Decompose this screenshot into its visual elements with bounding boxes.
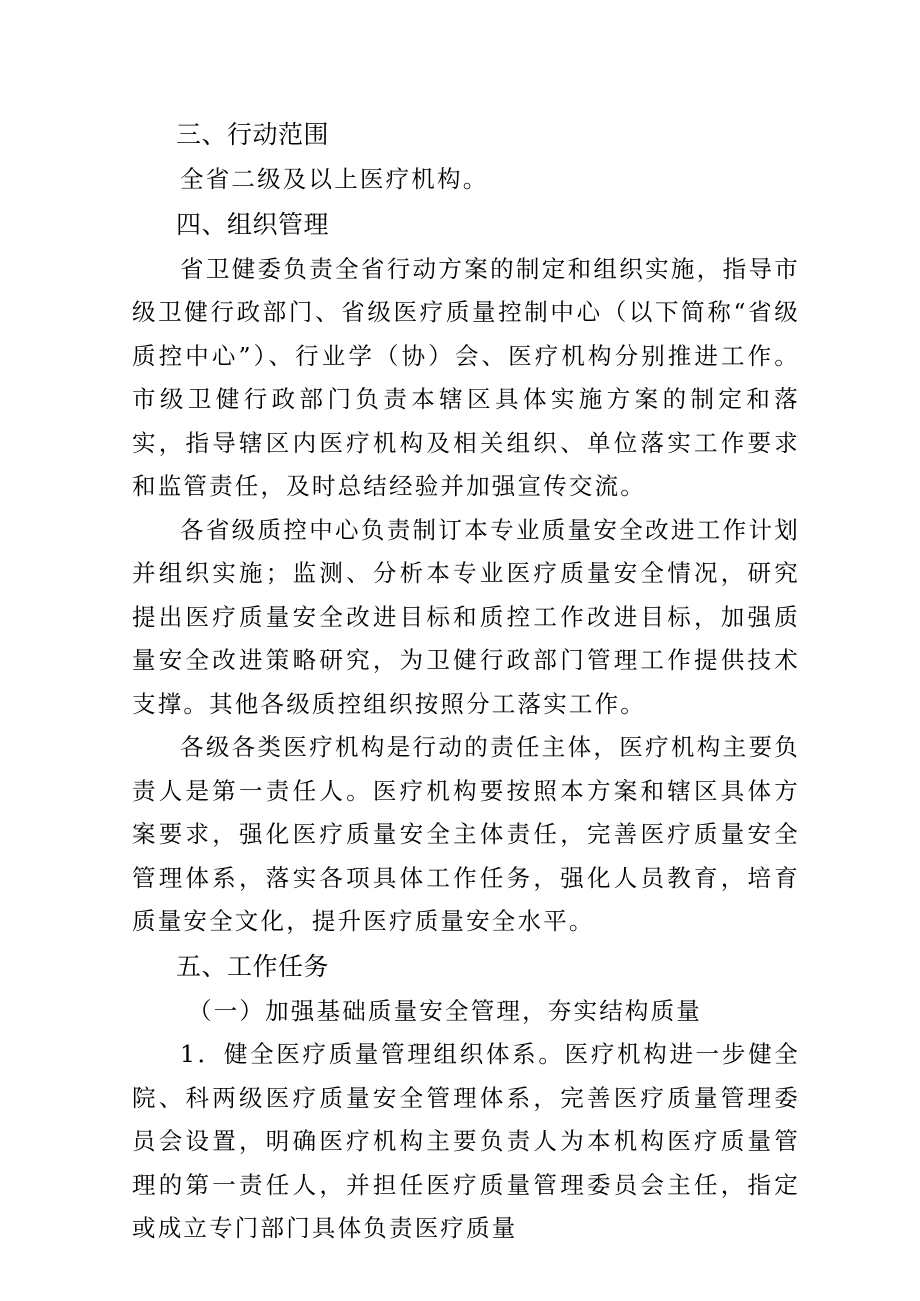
paragraph-scope: 全省二级及以上医疗机构。 [180,165,489,193]
section-heading-scope: 三、行动范围 [176,120,330,149]
paragraph-organization-1: 省卫健委负责全省行动方案的制定和组织实施，指导市级卫健行政部门、省级医疗质量控制中心（以下简称“省级质控中心”）、行业学（协）会、医疗机构分别推进工作。市级卫健行政部门负责本辖区具体实施方案的制定和落实，指导辖区内医疗机构及相关组织、单位落实工作要求和监管责任，及时总结经验并加强宣传交流。 [132,254,800,500]
section-heading-tasks: 五、工作任务 [176,951,330,981]
paragraph-organization-3: 各级各类医疗机构是行动的责任主体，医疗机构主要负责人是第一责任人。医疗机构要按照本方案和辖区具体方案要求，强化医疗质量安全主体责任，完善医疗质量安全管理体系，落实各项具体工作任务，强化人员教育，培育质量安全文化，提升医疗质量安全水平。 [132,733,800,935]
paragraph-tasks-1: 1．健全医疗质量管理组织体系。医疗机构进一步健全院、科两级医疗质量安全管理体系，完善医疗质量管理委员会设置，明确医疗机构主要负责人为本机构医疗质量管理的第一责任人，并担任医疗质量管理委员会主任，指定或成立专门部门具体负责医疗质量 [132,1040,800,1242]
paragraph-organization-2: 各省级质控中心负责制订本专业质量安全改进工作计划并组织实施；监测、分析本专业医疗质量安全情况，研究提出医疗质量安全改进目标和质控工作改进目标，加强质量安全改进策略研究，为卫健行政部门管理工作提供技术支撑。其他各级质控组织按照分工落实工作。 [132,515,800,718]
subsection-heading-basic-quality: （一）加强基础质量安全管理，夯实结构质量 [188,996,702,1025]
section-heading-organization: 四、组织管理 [176,209,330,239]
